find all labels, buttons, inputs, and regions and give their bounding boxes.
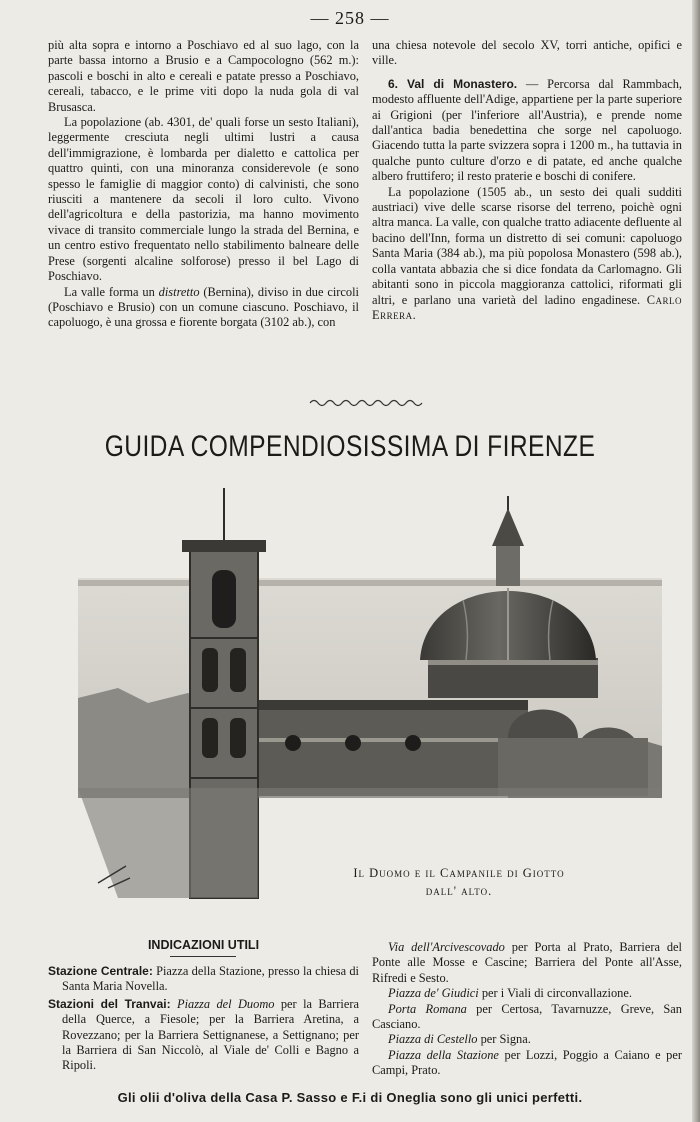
tram-route-entry: Piazza di Cestello per Signa. bbox=[388, 1032, 531, 1047]
ornamental-divider bbox=[308, 398, 424, 408]
photo-caption: Il Duomo e il Campanile di Giotto dall' alto. bbox=[353, 866, 565, 898]
paragraph-2: La popolazione (ab. 4301, de' quali forse un sesto Italiani), leggermente cresciuta negli ultimi lustri a causa dell'immigrazione, è lombarda per dialetto e cattolica per quattro quinti, con una minoranza considerevole (e sono spesso le famiglie di maggior conto) di calvinisti, che sono riusciti a mantenere da secoli il loro culto. Vivono dell'agricoltura e della pastorizia, ma hanno movimento vivace di transito commerciale lungo la strada del Bernina, e un centro estivo frequentato nello stabilimento balneare delle Prese (sorgenti alcaline solforose) presso il bel Lago di Poschiavo. bbox=[48, 115, 359, 284]
indicazioni-left bbox=[48, 964, 359, 1076]
paragraph-1: più alta sopra e intorno a Poschiavo ed al suo lago, con la parte bassa intorno a Brusio e a Campocologno (562 m.): pascoli e boschi in alto e cereali e patate presso a Poschiavo, cereali, tabacco, e le prime viti dopo la nuda gola di val Brusasca. bbox=[48, 38, 359, 114]
population-paragraph: La popolazione (1505 ab., un sesto dei quali sudditi austriaci) vive delle scarse risorse del terreno, poichè ogni altra manca. La valle, con qualche tratto adiacente defluente al bacino dell'Inn, forma un distretto di sei comuni: capoluogo Santa Maria (384 ab.), ma più popolosa Monastero (598 ab.), colla vantata abbazia che si dice fondata da Carlomagno. Gli abitanti sono in piccola maggioranza cattolici, riformati gli altri, e parlano una varietà del ladino engadinese. Carlo Errera. bbox=[372, 184, 682, 322]
tram-route-entry: Via dell'Arcivescovado per Porta al Prato, Barriera del Ponte alle Mosse e Cascine; Barriera del Ponte all'Asse, Rifredi e Sesto. bbox=[372, 940, 682, 985]
section-heading: 6. Val di Monastero. bbox=[388, 76, 518, 91]
right-column bbox=[372, 38, 682, 323]
page-edge-shadow bbox=[692, 0, 700, 1122]
page-number: — 258 — bbox=[310, 8, 390, 28]
indicazioni-heading: INDICAZIONI UTILI bbox=[147, 938, 260, 952]
left-column bbox=[48, 38, 359, 331]
tram-route-entry: Piazza de' Giudici per i Viali di circonvallazione. bbox=[388, 986, 632, 1001]
article-title: GUIDA COMPENDIOSISSIMA DI FIRENZE bbox=[104, 430, 596, 463]
tram-route-entry: Porta Romana per Certosa, Tavarnuzze, Greve, San Casciano. bbox=[372, 1001, 683, 1032]
heading-rule bbox=[170, 956, 236, 957]
paragraph-3: La valle forma un distretto (Bernina), diviso in due circoli (Poschiavo e Brusio) con un comune ciascuno. Poschiavo, il capoluogo, è una grossa e fiorente borgata (3102 ab.), con bbox=[48, 284, 360, 330]
italic-term: distretto bbox=[158, 284, 200, 299]
author-signature: Carlo Errera. bbox=[372, 292, 682, 322]
stazioni-tranvai-entry: Stazioni del Tranvai: Piazza del Duomo per la Barriera della Querce, a Fiesole; per la Barriera Aretina, a Rovezzano; per la Barriera Settignanese, a Settignano; per la Barriera di San Niccolò, al Viale de' Colli e Bagno a Ripoli. bbox=[48, 996, 359, 1073]
advertisement-footer: Gli olii d'oliva della Casa P. Sasso e F.i di Oneglia sono gli unici perfetti. bbox=[117, 1090, 583, 1105]
section-6-paragraph: 6. Val di Monastero. — Percorsa dal Rammbach, modesto affluente dell'Adige, appartiene per la parte superiore ai Grigioni (per l'inferiore all'Austria), e prende nome dall'antica badia benedettina che sorge nel capoluogo. Giacendo tutta la parte svizzera sopra i 1200 m., ha tuttavia in qualche punto culture d'orzo e di patate, ed anche qualche albero fruttifero; il resto praterie e boschi di conifere. bbox=[372, 76, 683, 184]
paragraph-continuation: una chiesa notevole del secolo XV, torri antiche, opifici e ville. bbox=[372, 38, 682, 68]
tram-route-entry: Piazza della Stazione per Lozzi, Poggio a Caiano e per Campi, Prato. bbox=[372, 1047, 682, 1078]
stazione-centrale-entry: Stazione Centrale: Piazza della Stazione, presso la chiesa di Santa Maria Novella. bbox=[48, 964, 359, 994]
duomo-photograph bbox=[78, 488, 662, 908]
indicazioni-right bbox=[372, 940, 682, 1079]
